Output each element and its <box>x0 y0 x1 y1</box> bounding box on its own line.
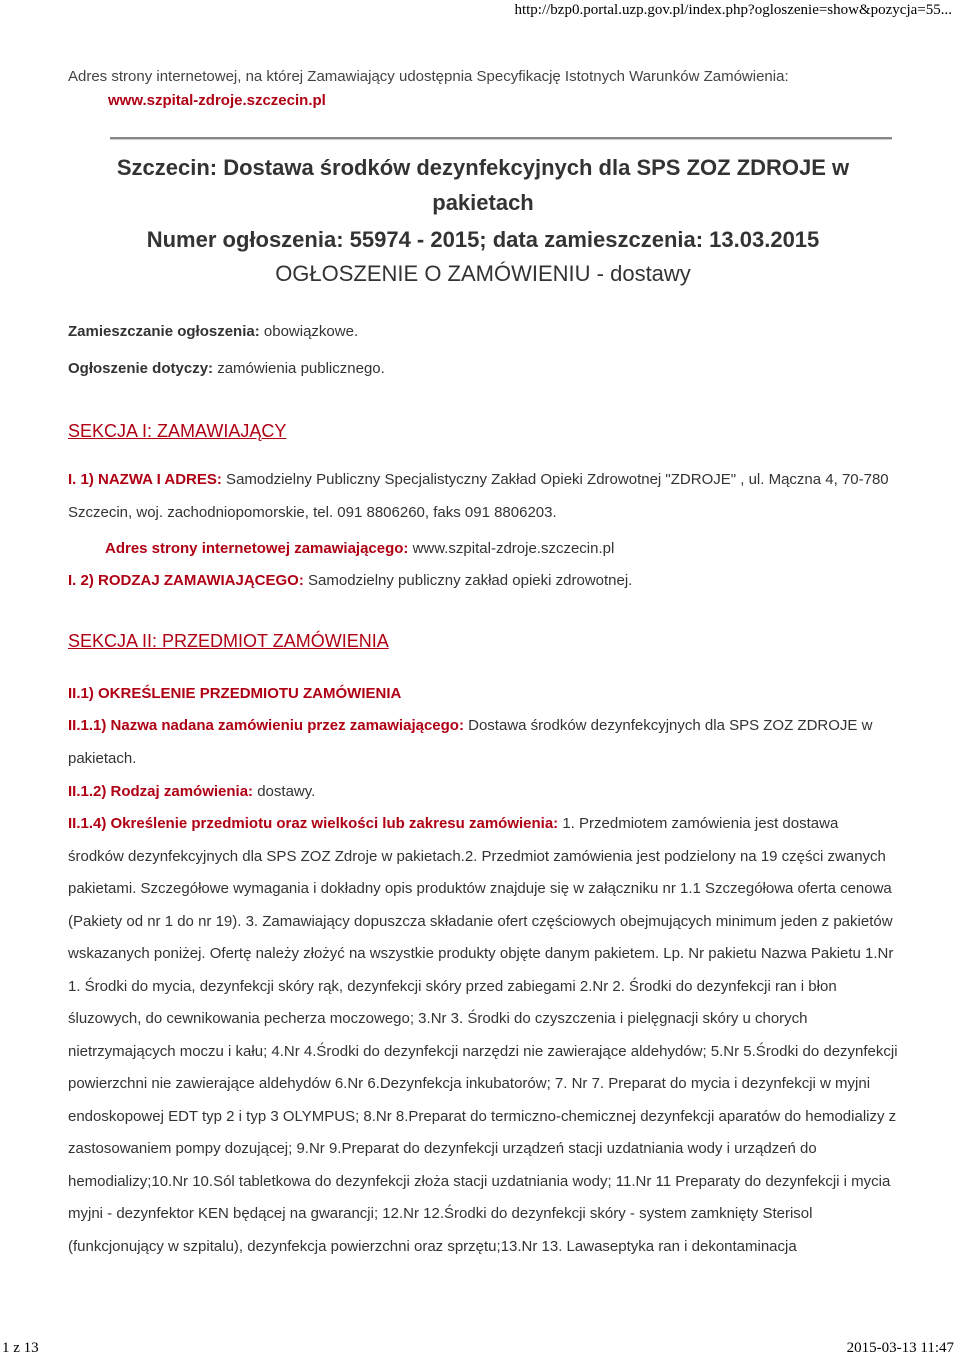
placement-line <box>68 323 358 340</box>
authority-website-value: www.szpital-zdroje.szczecin.pl <box>408 540 615 557</box>
authority-type-label: I. 2) RODZAJ ZAMAWIAJĄCEGO: <box>68 572 304 589</box>
order-kind-line <box>68 776 898 809</box>
contracting-authority-address <box>68 464 898 529</box>
concerns-label: Ogłoszenie dotyczy: <box>68 360 214 377</box>
order-name-label: II.1.1) Nazwa nadana zamówieniu przez zamawiającego: <box>68 717 464 734</box>
order-kind-value: dostawy. <box>253 783 316 800</box>
authority-website-label: Adres strony internetowej zamawiającego: <box>105 540 409 557</box>
print-datetime: 2015-03-13 11:47 <box>846 1340 954 1356</box>
authority-website-line <box>105 533 898 566</box>
order-name-value: Dostawa środków dezynfekcyjnych dla SPS ZOZ ZDROJE w pakietach. <box>68 717 873 767</box>
subject-subsection-label: II.1) OKREŚLENIE PRZEDMIOTU ZAMÓWIENIA <box>68 685 402 702</box>
subject-subsection-title <box>68 678 898 711</box>
notice-type: OGŁOSZENIE O ZAMÓWIENIU - dostawy <box>275 261 691 286</box>
address-label: I. 1) NAZWA I ADRES: <box>68 471 222 488</box>
placement-value: obowiązkowe. <box>259 323 359 340</box>
section-1-title: SEKCJA I: ZAMAWIAJĄCY <box>68 421 287 441</box>
print-footer <box>0 1340 960 1357</box>
siwz-intro-text: Adres strony internetowej, na której Zamawiający udostępnia Specyfikację Istotnych Warunków Zamówienia: <box>68 68 789 85</box>
concerns-value: zamówienia publicznego. <box>213 360 385 377</box>
header-divider <box>110 137 892 140</box>
notice-title: Szczecin: Dostawa środków dezynfekcyjnych dla SPS ZOZ ZDROJE w pakietach <box>116 155 850 215</box>
notice-number: Numer ogłoszenia: 55974 - 2015; data zamieszczenia: 13.03.2015 <box>146 227 820 252</box>
authority-type-line <box>68 565 898 598</box>
notice-title-block <box>68 150 898 291</box>
order-kind-label: II.1.2) Rodzaj zamówienia: <box>68 783 254 800</box>
order-scope-paragraph <box>68 808 898 1263</box>
page-counter: 1 z 13 <box>2 1340 39 1356</box>
address-value: Samodzielny Publiczny Specjalistyczny Zakład Opieki Zdrowotnej "ZDROJE" , ul. Mączna 4, 70-780 Szczecin, woj. zachodniopomorskie, tel. 091 8806260, faks 091 8806203. <box>68 471 889 521</box>
order-name-line <box>68 710 898 775</box>
placement-label: Zamieszczanie ogłoszenia: <box>68 323 260 340</box>
print-header-url: http://bzp0.portal.uzp.gov.pl/index.php?ogloszenie=show&pozycja=55... <box>514 2 952 18</box>
concerns-line <box>68 360 385 377</box>
authority-type-value: Samodzielny publiczny zakład opieki zdrowotnej. <box>303 572 633 589</box>
section-2-title: SEKCJA II: PRZEDMIOT ZAMÓWIENIA <box>68 631 389 651</box>
siwz-website-link[interactable]: www.szpital-zdroje.szczecin.pl <box>108 92 326 109</box>
order-scope-label: II.1.4) Określenie przedmiotu oraz wielkości lub zakresu zamówienia: <box>68 815 559 832</box>
order-scope-value: 1. Przedmiotem zamówienia jest dostawa środków dezynfekcyjnych dla SPS ZOZ Zdroje w pakietach.2. Przedmiot zamówienia jest podzielony na 19 części zwanych pakietami. Szczegółowe wymagania i dokładny opis produktów znajduje się w załączniku nr 1.1 Szczegółowa oferta cenowa (Pakiety od nr 1 do nr 19). 3. Zamawiający dopuszcza składanie ofert częściowych obejmujących minimum jeden z pakietów wskazanych poniżej. Ofertę należy złożyć na wszystkie produkty objęte danym pakietem. Lp. Nr pakietu Nazwa Pakietu 1.Nr 1. Środki do mycia, dezynfekcji skóry rąk, dezynfekcji skóry przed zabiegami 2.Nr 2. Środki do dezynfekcji ran i błon śluzowych, do cewnikowania pecherza moczowego; 3.Nr 3. Środki do czyszczenia i pielęgnacji skóry u chorych nietrzymających moczu i kału; 4.Nr 4.Środki do dezynfekcji narzędzi nie zawierające aldehydów; 5.Nr 5.Środki do dezynfekcji powierzchni nie zawierające aldehydów 6.Nr 6.Dezynfekcja inkubatorów; 7. Nr 7. Preparat do mycia i dezynfekcji w myjni endoskopowej EDT typ 2 i typ 3 OLYMPUS; 8.Nr 8.Preparat do termiczno-chemicznej dezynfekcji aparatów do hemodializy z zastosowaniem pompy dozującej; 9.Nr 9.Preparat do dezynfekcji urządzeń stacji uzdatniania wody i urządzeń do hemodializy;10.Nr 10.Sól tabletkowa do dezynfekcji złoża stacji uzdatniania wody; 11.Nr 11 Preparaty do dezynfekcji i mycia myjni - dezynfektor KEN będącej na gwarancji; 12.Nr 12.Środki do dezynfekcji skóry - system zamknięty Sterisol (funkcjonujący w szpitalu), dezynfekcja powierzchni oraz sprzętu;13.Nr 13. Lawaseptyka ran i dekontaminacja <box>68 815 898 1255</box>
